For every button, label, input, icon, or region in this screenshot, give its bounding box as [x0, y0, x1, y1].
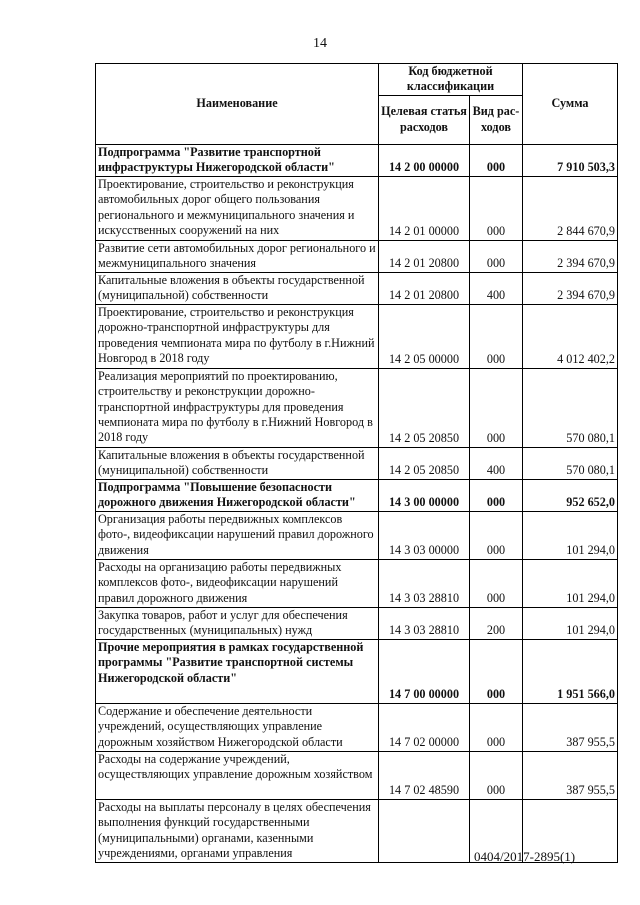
table-row [96, 607, 618, 639]
row-sum: 2 844 670,9 [523, 176, 618, 240]
table-row [96, 304, 618, 368]
row-code: 14 3 03 28810 [379, 559, 470, 607]
row-code: 14 3 03 00000 [379, 511, 470, 559]
row-code: 14 2 05 20850 [379, 368, 470, 447]
table-row [96, 639, 618, 703]
row-sum: 101 294,0 [523, 511, 618, 559]
table-row [96, 479, 618, 511]
table-row [96, 751, 618, 799]
row-name: Капитальные вложения в объекты государственной (муниципальной) собственности [96, 447, 379, 479]
budget-table [95, 63, 618, 863]
table-header [96, 64, 618, 145]
row-name: Прочие мероприятия в рамках государственной программы "Развитие транспортной системы Нижегородской области" [96, 639, 379, 703]
table-row [96, 559, 618, 607]
row-code: 14 2 01 00000 [379, 176, 470, 240]
row-type: 000 [470, 240, 523, 272]
table-row [96, 703, 618, 751]
row-code: 14 3 03 28810 [379, 607, 470, 639]
row-name: Подпрограмма "Развитие транспортной инфраструктуры Нижегородской области" [96, 144, 379, 176]
row-type: 000 [470, 144, 523, 176]
table-row [96, 368, 618, 447]
header-expense-type: Вид рас-ходов [470, 95, 523, 144]
row-name: Проектирование, строительство и реконструкция дорожно-транспортной инфраструктуры для проведения чемпионата мира по футболу в г.Нижний Новгород в 2018 году [96, 304, 379, 368]
row-sum: 387 955,5 [523, 751, 618, 799]
row-type: 000 [470, 639, 523, 703]
row-code: 14 7 00 00000 [379, 639, 470, 703]
row-sum: 2 394 670,9 [523, 240, 618, 272]
row-type: 400 [470, 272, 523, 304]
row-type: 000 [470, 368, 523, 447]
row-name: Содержание и обеспечение деятельности учреждений, осуществляющих управление дорожным хозяйством Нижегородской области [96, 703, 379, 751]
row-code: 14 2 00 00000 [379, 144, 470, 176]
row-code: 14 7 02 48590 [379, 751, 470, 799]
row-type: 000 [470, 559, 523, 607]
row-type: 200 [470, 607, 523, 639]
row-sum: 387 955,5 [523, 703, 618, 751]
row-sum: 570 080,1 [523, 447, 618, 479]
row-name: Расходы на выплаты персоналу в целях обеспечения выполнения функций государственными (муниципальными) органами, казенными учреждениями, органами управления [96, 799, 379, 862]
row-type: 400 [470, 447, 523, 479]
row-type: 000 [470, 703, 523, 751]
row-name: Развитие сети автомобильных дорог регионального и межмуниципального значения [96, 240, 379, 272]
header-name: Наименование [96, 64, 379, 145]
table-row [96, 272, 618, 304]
row-sum: 101 294,0 [523, 559, 618, 607]
row-name: Реализация мероприятий по проектированию, строительству и реконструкции дорожно-транспортной инфраструктуры для проведения чемпионата мира по футболу в г.Нижний Новгород в 2018 году [96, 368, 379, 447]
row-type: 000 [470, 511, 523, 559]
row-type: 000 [470, 176, 523, 240]
row-name: Подпрограмма "Повышение безопасности дорожного движения Нижегородской области" [96, 479, 379, 511]
row-sum: 7 910 503,3 [523, 144, 618, 176]
table-row [96, 447, 618, 479]
row-type: 000 [470, 479, 523, 511]
row-sum: 570 080,1 [523, 368, 618, 447]
row-type: 000 [470, 751, 523, 799]
row-code [379, 799, 470, 862]
table-row [96, 144, 618, 176]
document-code: 0404/2017-2895(1) [474, 849, 576, 864]
row-name: Закупка товаров, работ и услуг для обеспечения государственных (муниципальных) нужд [96, 607, 379, 639]
header-sum: Сумма [523, 64, 618, 145]
page-number: 14 [313, 36, 327, 51]
table-row [96, 511, 618, 559]
row-code: 14 2 01 20800 [379, 272, 470, 304]
row-sum: 101 294,0 [523, 607, 618, 639]
row-code: 14 2 01 20800 [379, 240, 470, 272]
row-code: 14 2 05 20850 [379, 447, 470, 479]
table-row [96, 176, 618, 240]
row-code: 14 2 05 00000 [379, 304, 470, 368]
row-name: Проектирование, строительство и реконструкция автомобильных дорог общего пользования регионального и межмуниципального значения и искусственных сооружений на них [96, 176, 379, 240]
row-sum: 4 012 402,2 [523, 304, 618, 368]
row-type: 000 [470, 304, 523, 368]
row-sum: 2 394 670,9 [523, 272, 618, 304]
row-sum: 952 652,0 [523, 479, 618, 511]
header-budget-code: Код бюджетной классификации [379, 64, 523, 96]
row-code: 14 3 00 00000 [379, 479, 470, 511]
row-name: Расходы на организацию работы передвижных комплексов фото-, видеофиксации нарушений правил дорожного движения [96, 559, 379, 607]
row-name: Капитальные вложения в объекты государственной (муниципальной) собственности [96, 272, 379, 304]
row-name: Организация работы передвижных комплексов фото-, видеофиксации нарушений правил дорожного движения [96, 511, 379, 559]
header-target-article: Целевая статья расходов [379, 95, 470, 144]
row-code: 14 7 02 00000 [379, 703, 470, 751]
table-row [96, 240, 618, 272]
row-name: Расходы на содержание учреждений, осуществляющих управление дорожным хозяйством [96, 751, 379, 799]
row-sum: 1 951 566,0 [523, 639, 618, 703]
